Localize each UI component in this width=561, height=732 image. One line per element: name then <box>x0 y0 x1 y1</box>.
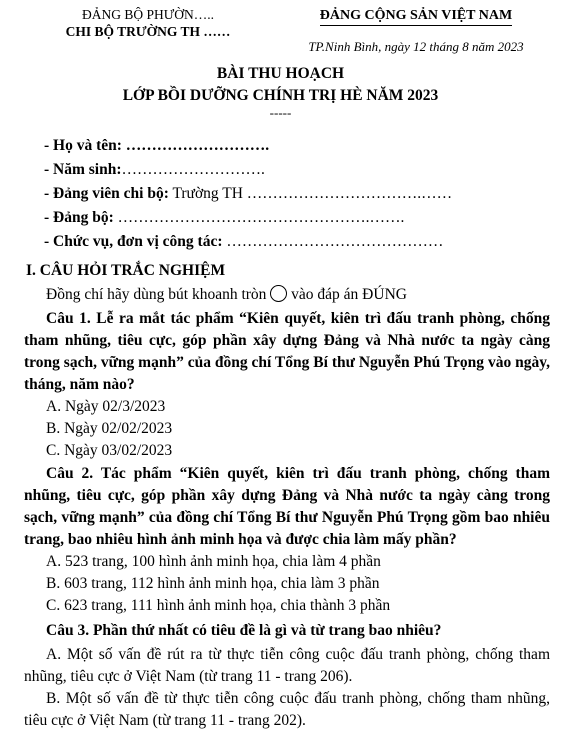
member-label: - Đảng viên chi bộ: <box>44 185 169 202</box>
info-name <box>44 137 269 155</box>
info-member <box>44 185 452 203</box>
header-left <box>28 6 268 40</box>
q1-option-a: A. Ngày 02/3/2023 <box>46 398 166 415</box>
q2-option-c: C. 623 trang, 111 hình ảnh minh họa, chia thành 3 phần <box>46 597 391 614</box>
birth-label: - Năm sinh: <box>44 161 122 178</box>
place-date: TP.Ninh Bình, ngày 12 tháng 8 năm 2023 <box>308 39 524 54</box>
section-heading-text: I. CÂU HỎI TRẮC NGHIỆM <box>26 262 226 279</box>
party-name: ĐẢNG CỘNG SẢN VIỆT NAM <box>320 8 512 26</box>
section-heading <box>26 262 225 280</box>
party-committee: ĐẢNG BỘ PHƯỜN….. <box>82 7 214 22</box>
q3-option-a: A. Một số vấn đề rút ra từ thực tiễn công cuộc đấu tranh phòng, chống tham nhũng, tiêu cực ở Việt Nam (từ trang 11 - trang 206). <box>24 646 550 685</box>
instruction <box>46 285 407 304</box>
position-dots: …………………………………… <box>222 233 444 250</box>
q1-option-c: C. Ngày 03/02/2023 <box>46 442 173 459</box>
question-3: Câu 3. Phần thứ nhất có tiêu đề là gì và từ trang bao nhiêu? <box>46 622 442 639</box>
info-branch <box>44 209 404 227</box>
q2-option-a: A. 523 trang, 100 hình ảnh minh họa, chia làm 4 phần <box>46 553 381 570</box>
document-subtitle: LỚP BỒI DƯỠNG CHÍNH TRỊ HÈ NĂM 2023 <box>122 87 439 104</box>
title-divider: ----- <box>269 105 292 120</box>
info-position <box>44 233 443 251</box>
name-dots: ………………………. <box>121 137 270 154</box>
party-cell: CHI BỘ TRƯỜNG TH …… <box>65 24 231 39</box>
question-1: Câu 1. Lễ ra mắt tác phẩm “Kiên quyết, kiên trì đấu tranh phòng, chống tham nhũng, tiêu cực, góp phần xây dựng Đảng và Nhà nước ta ngày càng trong sạch, vững mạnh” của đồng chí Tổng Bí thư Nguyễn Phú Trọng vào ngày, tháng, năm nào? <box>24 310 550 393</box>
member-value: Trường TH …………………………….…… <box>168 185 453 202</box>
question-2: Câu 2. Tác phẩm “Kiên quyết, kiên trì đấu tranh phòng, chống tham nhũng, tiêu cực, góp phần xây dựng Đảng và Nhà nước ta ngày càng trong sạch, vững mạnh” của đồng chí Tổng Bí thư Nguyễn Phú Trọng gồm bao nhiêu trang, bao nhiêu hình ảnh minh họa và được chia làm mấy phần? <box>24 465 550 548</box>
branch-label: - Đảng bộ: <box>44 209 114 226</box>
instruction-after: vào đáp án ĐÚNG <box>287 286 407 303</box>
branch-dots: ………………………………………….……. <box>113 209 405 226</box>
circle-icon <box>270 285 287 302</box>
position-label: - Chức vụ, đơn vị công tác: <box>44 233 223 250</box>
birth-dots: ………………………. <box>121 161 265 178</box>
name-label: - Họ và tên: <box>44 137 122 154</box>
header-right <box>276 6 556 55</box>
info-birth <box>44 161 265 179</box>
instruction-before: Đồng chí hãy dùng bút khoanh tròn <box>46 286 271 303</box>
q3-option-b: B. Một số vấn đề từ thực tiễn công cuộc đấu tranh phòng, chống tham nhũng, tiêu cực ở Việt Nam (từ trang 11 - trang 202). <box>24 690 550 729</box>
q2-option-b: B. 603 trang, 112 hình ảnh minh họa, chia làm 3 phần <box>46 575 380 592</box>
document-title: BÀI THU HOẠCH <box>216 65 345 82</box>
q1-option-b: B. Ngày 02/02/2023 <box>46 420 173 437</box>
